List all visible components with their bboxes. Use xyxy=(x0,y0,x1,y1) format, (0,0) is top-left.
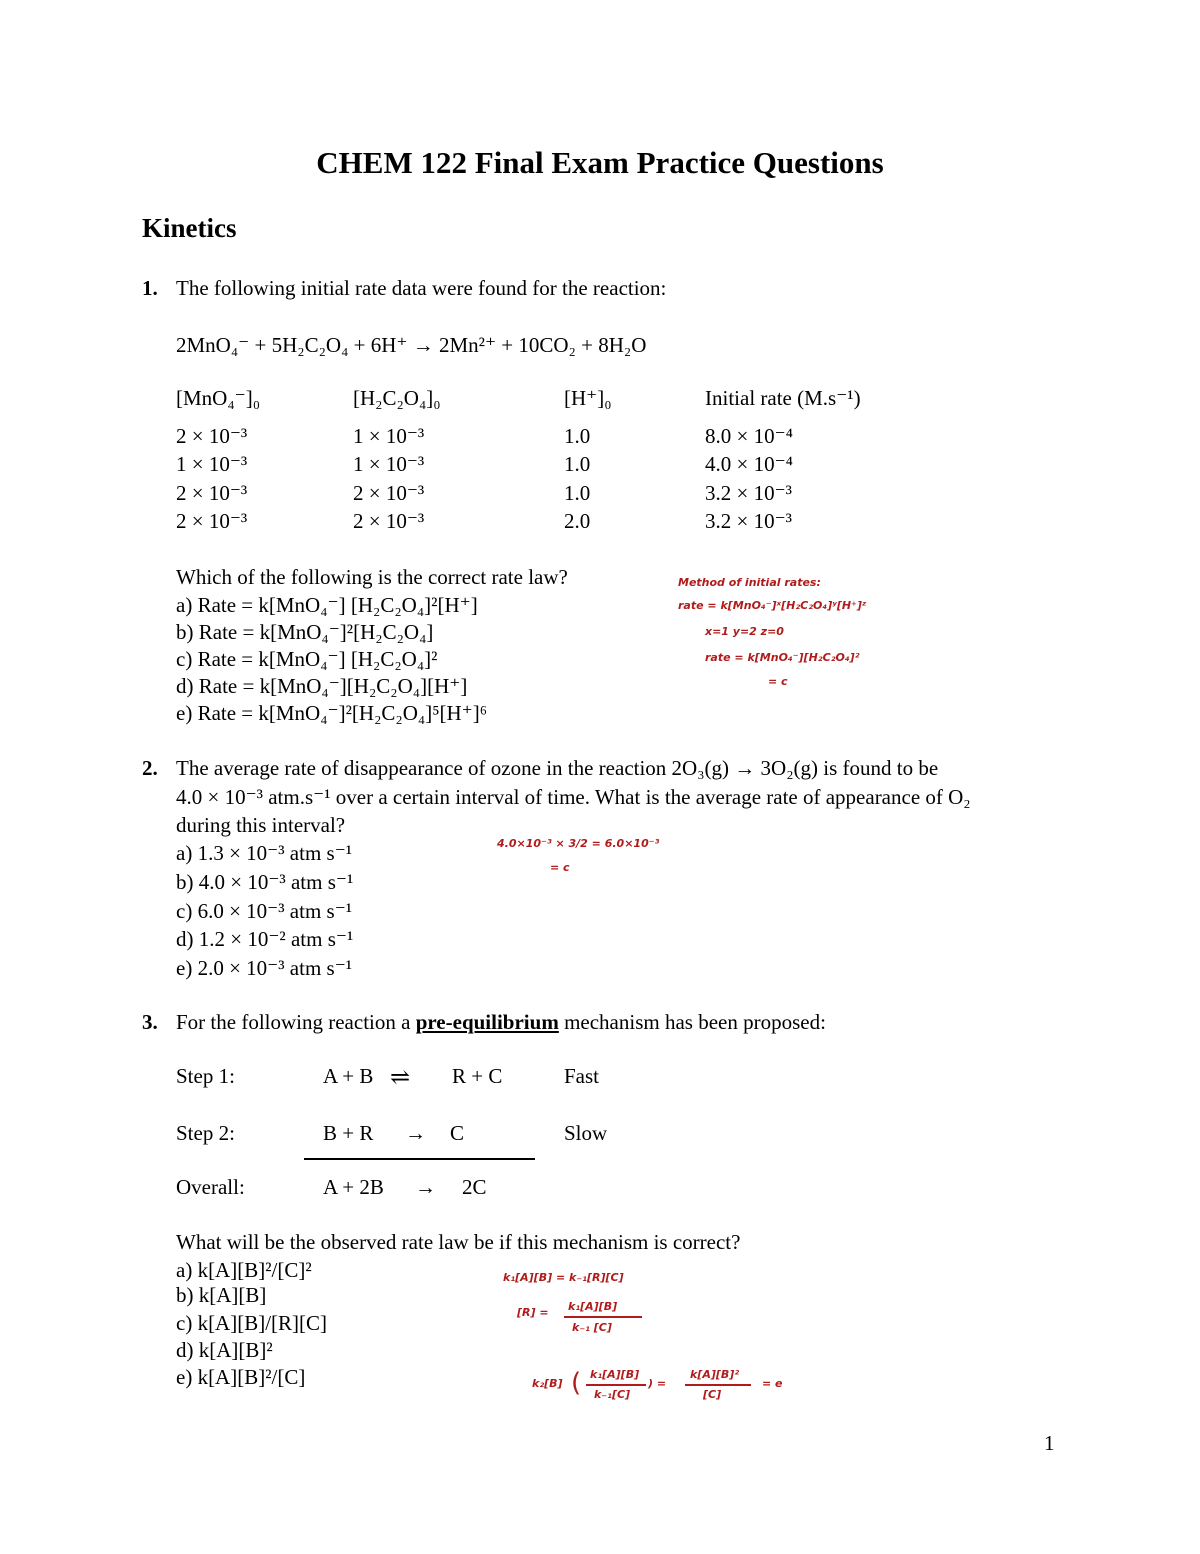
answer-option: a) k[A][B]²/[C]² xyxy=(176,1258,312,1282)
step-products: R + C xyxy=(452,1064,503,1088)
question-text: 4.0 × 10⁻³ atm.s⁻¹ over a certain interval of time. What is the average rate of appearance of O₂ xyxy=(176,785,971,809)
prompt-text: For the following reaction a xyxy=(176,1010,416,1034)
emphasis-text: pre-equilibrium xyxy=(415,1010,559,1034)
step-reactants: B + R xyxy=(323,1121,374,1145)
handwritten-note: ) = xyxy=(648,1377,667,1390)
prompt-text: mechanism has been proposed: xyxy=(558,1010,826,1034)
handwritten-note: [C] xyxy=(703,1388,722,1401)
page-title: CHEM 122 Final Exam Practice Questions xyxy=(316,145,884,180)
fraction-bar xyxy=(586,1384,646,1386)
handwritten-note: ( xyxy=(571,1368,582,1398)
handwritten-note: rate = k[MnO₄⁻]ˣ[H₂C₂O₄]ʸ[H⁺]ᶻ xyxy=(678,599,867,612)
table-cell: 1 × 10⁻³ xyxy=(353,452,425,476)
handwritten-note: 4.0×10⁻³ × 3/2 = 6.0×10⁻³ xyxy=(497,837,660,850)
answer-option: b) 4.0 × 10⁻³ atm s⁻¹ xyxy=(176,870,354,894)
step-reactants: A + 2B xyxy=(323,1175,384,1199)
page-number: 1 xyxy=(1044,1431,1055,1455)
equilibrium-arrow-icon: ⇌ xyxy=(390,1065,411,1091)
handwritten-note: k₋₁[C] xyxy=(594,1388,631,1401)
answer-option: e) 2.0 × 10⁻³ atm s⁻¹ xyxy=(176,956,353,980)
question-prompt: The following initial rate data were found for the reaction: xyxy=(176,276,667,300)
table-cell: 2 × 10⁻³ xyxy=(353,481,425,505)
answer-option: b) k[A][B] xyxy=(176,1283,267,1307)
table-cell: 2 × 10⁻³ xyxy=(176,481,248,505)
handwritten-note: Method of initial rates: xyxy=(678,576,821,589)
handwritten-note: = c xyxy=(768,675,788,688)
arrow-icon: → xyxy=(405,1121,426,1145)
table-cell: 2 × 10⁻³ xyxy=(176,509,248,533)
answer-option: d) k[A][B]² xyxy=(176,1338,273,1362)
question-text: The average rate of disappearance of ozone in the reaction 2O₃(g) → 3O₂(g) is found to be xyxy=(176,756,939,780)
table-cell: 4.0 × 10⁻⁴ xyxy=(705,452,793,476)
handwritten-note: [R] = xyxy=(517,1306,549,1319)
question-text: What will be the observed rate law be if this mechanism is correct? xyxy=(176,1230,741,1254)
table-cell: 2 × 10⁻³ xyxy=(353,509,425,533)
question-text: Which of the following is the correct rate law? xyxy=(176,565,568,589)
table-cell: 1.0 xyxy=(564,481,591,505)
table-cell: 1 × 10⁻³ xyxy=(353,424,425,448)
table-header: Initial rate (M.s⁻¹) xyxy=(705,386,861,410)
handwritten-note: = c xyxy=(550,861,570,874)
reaction-equation: 2MnO₄⁻ + 5H₂C₂O₄ + 6H⁺ → 2Mn²⁺ + 10CO₂ + 8H₂O xyxy=(176,333,647,357)
table-header: [H⁺]₀ xyxy=(564,386,612,410)
answer-option: a) Rate = k[MnO₄⁻] [H₂C₂O₄]²[H⁺] xyxy=(176,593,478,617)
fraction-bar xyxy=(564,1316,642,1318)
table-cell: 1.0 xyxy=(564,452,591,476)
answer-option: c) 6.0 × 10⁻³ atm s⁻¹ xyxy=(176,899,353,923)
step-label: Overall: xyxy=(176,1175,245,1199)
question-text: during this interval? xyxy=(176,813,346,837)
step-products: 2C xyxy=(462,1175,487,1199)
section-heading: Kinetics xyxy=(142,213,237,243)
step-products: C xyxy=(450,1121,465,1145)
handwritten-note: x=1 y=2 z=0 xyxy=(705,625,784,638)
question-number: 3. xyxy=(142,1010,158,1034)
table-cell: 3.2 × 10⁻³ xyxy=(705,481,792,505)
answer-option: d) 1.2 × 10⁻² atm s⁻¹ xyxy=(176,927,354,951)
step-speed: Slow xyxy=(564,1121,608,1145)
table-cell: 1 × 10⁻³ xyxy=(176,452,248,476)
question-number: 2. xyxy=(142,756,158,780)
handwritten-note: k[A][B]² xyxy=(690,1368,740,1381)
answer-option: b) Rate = k[MnO₄⁻]²[H₂C₂O₄] xyxy=(176,620,434,644)
answer-option: a) 1.3 × 10⁻³ atm s⁻¹ xyxy=(176,841,353,865)
table-cell: 8.0 × 10⁻⁴ xyxy=(705,424,793,448)
table-cell: 3.2 × 10⁻³ xyxy=(705,509,792,533)
answer-option: c) k[A][B]/[R][C] xyxy=(176,1311,328,1335)
answer-option: d) Rate = k[MnO₄⁻][H₂C₂O₄][H⁺] xyxy=(176,674,468,698)
table-cell: 2.0 xyxy=(564,509,591,533)
table-cell: 2 × 10⁻³ xyxy=(176,424,248,448)
step-speed: Fast xyxy=(564,1064,600,1088)
summation-line xyxy=(304,1158,535,1160)
question-prompt xyxy=(176,1012,826,1033)
answer-option: e) k[A][B]²/[C] xyxy=(176,1365,306,1389)
answer-option: c) Rate = k[MnO₄⁻] [H₂C₂O₄]² xyxy=(176,647,438,671)
step-reactants: A + B xyxy=(323,1064,374,1088)
handwritten-note: k₋₁ [C] xyxy=(572,1321,612,1334)
handwritten-note: k₁[A][B] = k₋₁[R][C] xyxy=(503,1271,624,1284)
answer-option: e) Rate = k[MnO₄⁻]²[H₂C₂O₄]⁵[H⁺]⁶ xyxy=(176,701,488,725)
handwritten-note: rate = k[MnO₄⁻][H₂C₂O₄]² xyxy=(705,651,860,664)
table-cell: 1.0 xyxy=(564,424,591,448)
arrow-icon: → xyxy=(415,1175,436,1199)
step-label: Step 2: xyxy=(176,1121,235,1145)
table-header: [H₂C₂O₄]₀ xyxy=(353,386,441,410)
handwritten-note: k₂[B] xyxy=(532,1377,563,1390)
handwritten-note: = e xyxy=(762,1377,783,1390)
fraction-bar xyxy=(685,1384,751,1386)
handwritten-note: k₁[A][B] xyxy=(590,1368,640,1381)
handwritten-note: k₁[A][B] xyxy=(568,1300,618,1313)
step-label: Step 1: xyxy=(176,1064,235,1088)
question-number: 1. xyxy=(142,276,158,300)
table-header: [MnO₄⁻]₀ xyxy=(176,386,261,410)
